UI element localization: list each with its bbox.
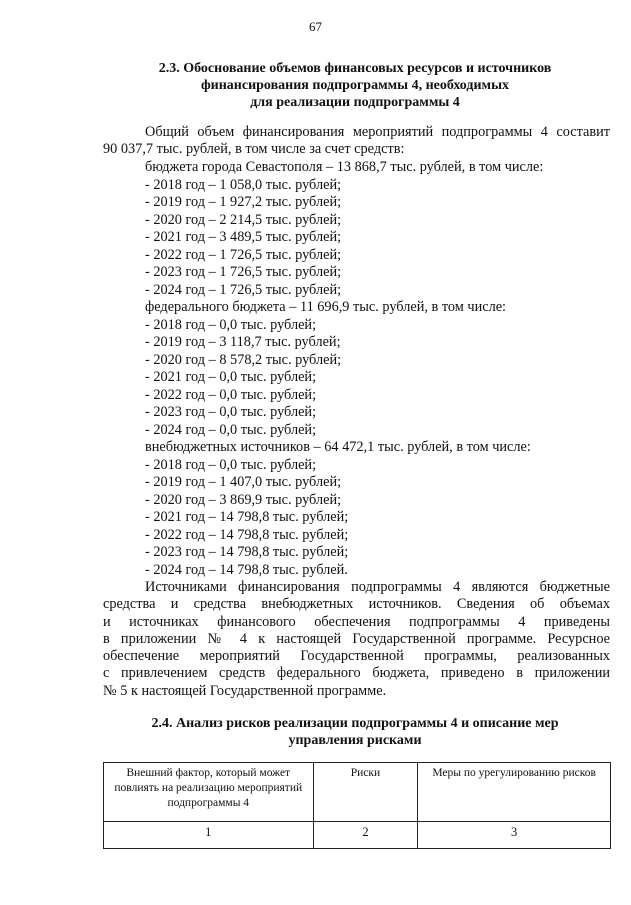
list-item: - 2022 год – 1 726,5 тыс. рублей;: [145, 246, 342, 263]
city-budget-heading: бюджета города Севастополя – 13 868,7 тыс. рублей, в том числе:: [145, 159, 544, 175]
column-number: 2: [313, 822, 418, 849]
list-item: - 2021 год – 0,0 тыс. рублей;: [145, 369, 317, 385]
paragraph-line: 90 037,7 тыс. рублей, в том числе за счет средств:: [103, 141, 405, 158]
table-number-row: [104, 822, 611, 849]
closing-paragraph: [103, 579, 610, 700]
paragraph-line: средства и средства внебюджетных источников. Сведения об объемах: [103, 596, 610, 613]
paragraph-line: с привлечением средств федерального бюджета, приведено в приложении: [103, 665, 610, 682]
list-item: - 2024 год – 0,0 тыс. рублей;: [145, 421, 317, 438]
list-item: - 2019 год – 1 407,0 тыс. рублей;: [145, 474, 342, 490]
list-item: - 2022 год – 0,0 тыс. рублей;: [145, 386, 317, 403]
list-item: - 2020 год – 2 214,5 тыс. рублей;: [145, 211, 342, 228]
list-item: - 2020 год – 3 869,9 тыс. рублей;: [145, 491, 342, 508]
list-item: - 2018 год – 1 058,0 тыс. рублей;: [145, 176, 342, 193]
page-number: 67: [309, 19, 322, 34]
title-line: финансирования подпрограммы 4, необходимых: [200, 78, 510, 93]
table-header-row: [104, 763, 611, 822]
section-title-financing: [100, 60, 610, 111]
list-item: - 2022 год – 14 798,8 тыс. рублей;: [145, 526, 349, 543]
risk-table: [103, 762, 611, 849]
title-line: 2.3. Обоснование объемов финансовых ресурсов и источников: [158, 61, 552, 76]
paragraph-line: Источниками финансирования подпрограммы 4 являются бюджетные: [145, 579, 610, 595]
header-risks: Риски: [313, 763, 418, 822]
list-item: - 2018 год – 0,0 тыс. рублей;: [145, 456, 317, 473]
paragraph-line: и источниках финансового обеспечения подпрограммы 4 приведены: [103, 613, 610, 630]
list-item: - 2021 год – 14 798,8 тыс. рублей;: [145, 509, 349, 525]
list-item: - 2023 год – 14 798,8 тыс. рублей;: [145, 544, 349, 560]
title-line: для реализации подпрограммы 4: [250, 95, 460, 110]
intro-paragraph: [103, 124, 610, 159]
federal-budget-heading: федерального бюджета – 11 696,9 тыс. рублей, в том числе:: [145, 299, 507, 315]
paragraph-line: в приложении № 4 к настоящей Государственной программе. Ресурсное: [103, 630, 610, 647]
list-item: - 2023 год – 0,0 тыс. рублей;: [145, 404, 317, 420]
header-measures: Меры по урегулированию рисков: [418, 763, 611, 822]
list-item: - 2019 год – 3 118,7 тыс. рублей;: [145, 334, 341, 350]
section-title-risks: [100, 715, 610, 749]
paragraph-line: обеспечение мероприятий Государственной программы, реализованных: [103, 648, 610, 665]
column-number: 3: [418, 822, 611, 849]
title-line: 2.4. Анализ рисков реализации подпрограммы 4 и описание мер: [151, 716, 559, 731]
list-item: - 2023 год – 1 726,5 тыс. рублей;: [145, 264, 342, 280]
list-item: - 2024 год – 14 798,8 тыс. рублей.: [145, 561, 348, 578]
list-item: - 2024 год – 1 726,5 тыс. рублей;: [145, 281, 342, 298]
title-line: управления рисками: [288, 733, 422, 748]
column-number: 1: [104, 822, 314, 849]
list-item: - 2018 год – 0,0 тыс. рублей;: [145, 316, 317, 333]
list-item: - 2021 год – 3 489,5 тыс. рублей;: [145, 229, 342, 245]
paragraph-line: Общий объем финансирования мероприятий подпрограммы 4 составит: [145, 124, 610, 140]
header-external-factor: Внешний фактор, который может повлиять на реализацию мероприятий подпрограммы 4: [104, 763, 314, 822]
extra-budget-heading: внебюджетных источников – 64 472,1 тыс. рублей, в том числе:: [145, 439, 531, 455]
list-item: - 2019 год – 1 927,2 тыс. рублей;: [145, 194, 342, 210]
list-item: - 2020 год – 8 578,2 тыс. рублей;: [145, 351, 342, 368]
paragraph-line: № 5 к настоящей Государственной программе.: [103, 682, 387, 699]
